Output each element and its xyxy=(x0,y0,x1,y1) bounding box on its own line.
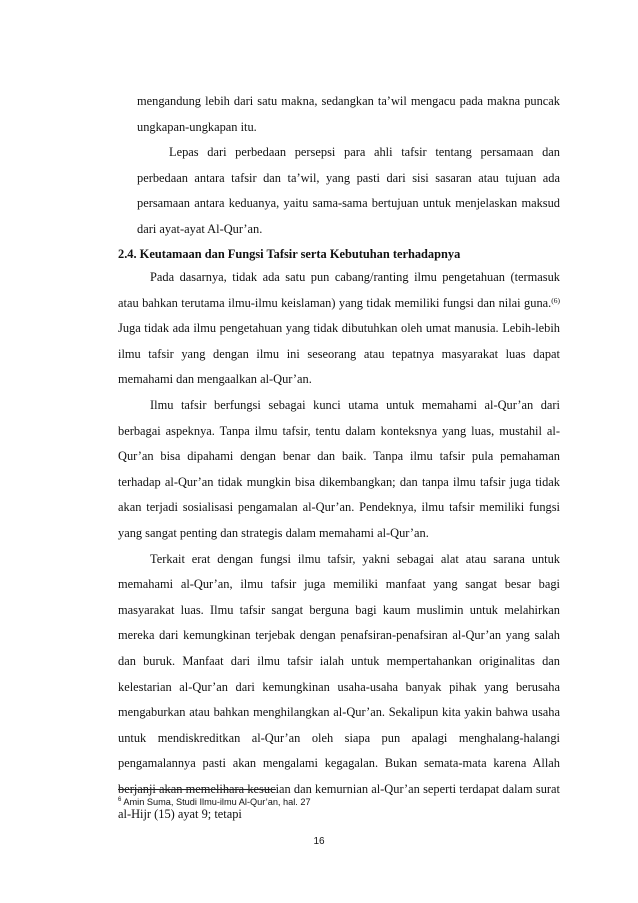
page-number: 16 xyxy=(313,836,325,847)
footnote xyxy=(118,796,311,808)
paragraph-manfaat: Terkait erat dengan fungsi ilmu tafsir, yakni sebagai alat atau sarana untuk memahami al-Qur’an, ilmu tafsir juga memiliki manfaat yang sangat besar bagi masyarakat luas. Ilmu tafsir sangat berguna bagi kaum muslimin untuk melahirkan mereka dari kemungkinan terjebak dengan penafsiran-penafsiran al-Qur’an yang salah dan buruk. Manfaat dari ilmu tafsir ialah untuk mempertahankan originalitas dan kelestarian al-Qur’an dari kemungkinan usaha-usaha banyak pihak yang berusaha mengaburkan atau bahkan menghilangkan al-Qur’an. Sekalipun kita yakin bahwa usaha untuk mendiskreditkan al-Qur’an oleh siapa pun apalagi menghalang-halangi pengamalannya pasti akan mengalami kegagalan. Bukan semata-mata karena Allah berjanji akan memelihara kesucian dan kemurnian al-Qur’an seperti terdapat dalam surat al-Hijr (15) ayat 9; tetapi xyxy=(118,551,560,822)
top-paragraph-continuation: mengandung lebih dari satu makna, sedangkan ta’wil mengacu pada makna puncak ungkapan-ungkapan itu. xyxy=(137,94,560,134)
top-section xyxy=(137,89,560,243)
paragraph-fungsi: Ilmu tafsir berfungsi sebagai kunci utama untuk memahami al-Qur’an dari berbagai aspeknya. Tanpa ilmu tafsir, tentu dalam konteksnya yang luas, mustahil al-Qur’an bisa dipahami dengan benar dan baik. Tanpa ilmu tafsir pula pemahaman terhadap al-Qur’an tidak mungkin bisa dikembangkan; dan tanpa ilmu tafsir juga tidak akan terjadi sosialisasi pengamalan al-Qur’an. Pendeknya, ilmu tafsir memiliki fungsi yang sangat penting dan strategis dalam memahami al-Qur’an. xyxy=(118,397,560,540)
footnote-text: Amin Suma, Studi Ilmu-ilmu Al-Qur’an, hal. 27 xyxy=(121,797,311,807)
section-heading: 2.4. Keutamaan dan Fungsi Tafsir serta Kebutuhan terhadapnya xyxy=(118,247,461,261)
footnote-number: 6 xyxy=(118,797,122,803)
paragraph-dasarnya-text-b: Juga tidak ada ilmu pengetahuan yang tidak dibutuhkan oleh umat manusia. Lebih-lebih ilmu tafsir yang dengan ilmu ini seseorang atau tepatnya masyarakat luas dapat memahami dan mengaalkan al-Qur’an. xyxy=(118,321,560,387)
footnote-divider xyxy=(118,789,276,790)
paragraph-dasarnya xyxy=(118,265,560,393)
section-body xyxy=(118,265,560,828)
footnote-reference: (6) xyxy=(551,295,560,305)
top-paragraph-persamaan: Lepas dari perbedaan persepsi para ahli tafsir tentang persamaan dan perbedaan antara tafsir dan ta’wil, yang pasti dari sisi sasaran atau tujuan ada persamaan antara keduanya, yaitu sama-sama bertujuan untuk menjelaskan maksud dari ayat-ayat Al-Qur’an. xyxy=(137,145,560,236)
paragraph-dasarnya-text-a: Pada dasarnya, tidak ada satu pun cabang/ranting ilmu pengetahuan (termasuk atau bahkan terutama ilmu-ilmu keislaman) yang tidak memiliki fungsi dan nilai guna. xyxy=(118,270,560,310)
